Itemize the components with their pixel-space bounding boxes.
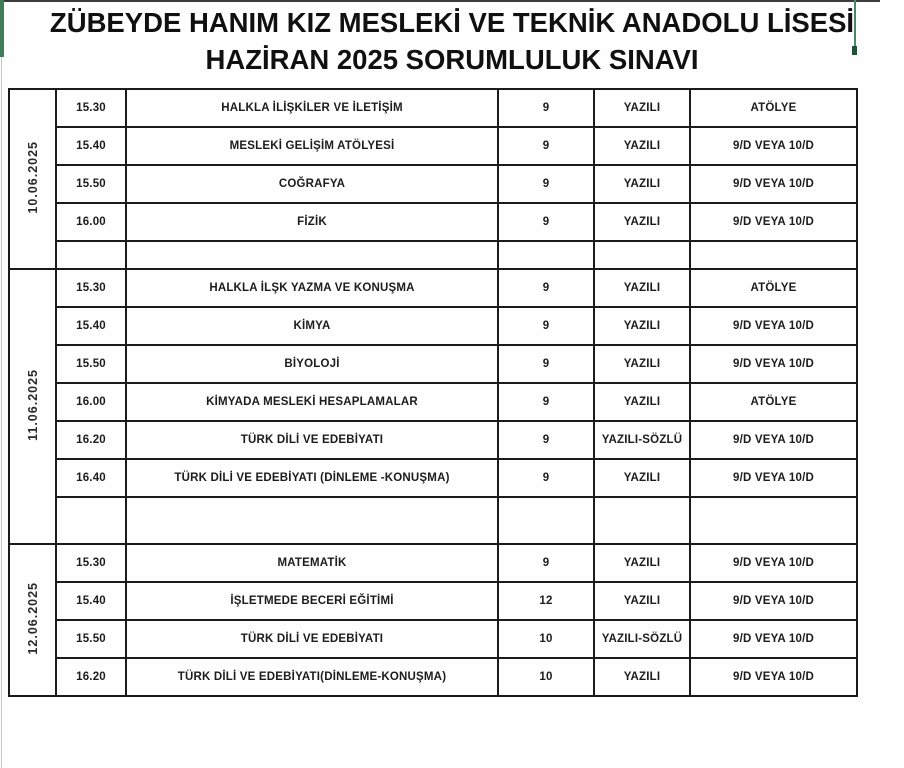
exam-row [9,658,857,696]
type-cell: YAZILI-SÖZLÜ [594,620,690,658]
exam-row [9,544,857,582]
time-cell: 15.30 [56,269,126,307]
type-cell: YAZILI [594,658,690,696]
time-cell: 15.50 [56,345,126,383]
subject-cell: FİZİK [126,203,498,241]
exam-row [9,345,857,383]
empty-row [9,241,857,269]
room-cell: 9/D VEYA 10/D [690,345,857,383]
date-cell [9,544,56,696]
time-cell: 15.30 [56,544,126,582]
room-cell: 9/D VEYA 10/D [690,620,857,658]
subject-cell: HALKLA İLŞK YAZMA VE KONUŞMA [126,269,498,307]
time-cell: 16.40 [56,459,126,497]
document-title [10,4,894,78]
exam-row [9,421,857,459]
time-cell: 16.00 [56,383,126,421]
room-cell [690,497,857,544]
type-cell: YAZILI [594,307,690,345]
room-cell: 9/D VEYA 10/D [690,127,857,165]
exam-row [9,620,857,658]
type-cell: YAZILI [594,459,690,497]
exam-row [9,165,857,203]
grade-cell [498,497,594,544]
subject-cell: COĞRAFYA [126,165,498,203]
type-cell [594,497,690,544]
exam-row [9,383,857,421]
time-cell: 15.40 [56,582,126,620]
room-cell: ATÖLYE [690,89,857,127]
left-edge-line [1,57,2,768]
exam-row [9,127,857,165]
time-cell: 16.00 [56,203,126,241]
time-cell: 15.50 [56,165,126,203]
room-cell: 9/D VEYA 10/D [690,658,857,696]
time-cell: 16.20 [56,658,126,696]
time-cell: 15.40 [56,127,126,165]
type-cell: YAZILI [594,582,690,620]
left-green-edge [0,0,4,57]
type-cell: YAZILI-SÖZLÜ [594,421,690,459]
grade-cell: 9 [498,203,594,241]
room-cell [690,241,857,269]
exam-row [9,307,857,345]
subject-cell [126,497,498,544]
subject-cell [126,241,498,269]
page-title-line2: HAZİRAN 2025 SORUMLULUK SINAVI [205,44,699,75]
type-cell: YAZILI [594,165,690,203]
top-edge-line [0,0,880,2]
subject-cell: MESLEKİ GELİŞİM ATÖLYESİ [126,127,498,165]
type-cell: YAZILI [594,383,690,421]
grade-cell: 9 [498,383,594,421]
date-cell [9,89,56,269]
grade-cell: 9 [498,89,594,127]
grade-cell: 12 [498,582,594,620]
exam-schedule [8,88,858,697]
exam-row [9,459,857,497]
exam-table-body [9,89,857,696]
room-cell: 9/D VEYA 10/D [690,544,857,582]
empty-row [9,497,857,544]
subject-cell: BİYOLOJİ [126,345,498,383]
subject-cell: İŞLETMEDE BECERİ EĞİTİMİ [126,582,498,620]
grade-cell: 9 [498,127,594,165]
exam-row [9,203,857,241]
subject-cell: HALKLA İLİŞKİLER VE İLETİŞİM [126,89,498,127]
type-cell: YAZILI [594,269,690,307]
grade-cell [498,241,594,269]
grade-cell: 9 [498,544,594,582]
exam-row [9,269,857,307]
grade-cell: 9 [498,269,594,307]
type-cell [594,241,690,269]
exam-row [9,89,857,127]
type-cell: YAZILI [594,89,690,127]
room-cell: ATÖLYE [690,383,857,421]
type-cell: YAZILI [594,127,690,165]
grade-cell: 9 [498,345,594,383]
exam-schedule-table [8,88,858,697]
room-cell: 9/D VEYA 10/D [690,307,857,345]
date-label: 12.06.2025 [25,582,40,655]
time-cell [56,497,126,544]
time-cell: 16.20 [56,421,126,459]
subject-cell: TÜRK DİLİ VE EDEBİYATI [126,620,498,658]
room-cell: 9/D VEYA 10/D [690,203,857,241]
subject-cell: MATEMATİK [126,544,498,582]
room-cell: 9/D VEYA 10/D [690,421,857,459]
grade-cell: 9 [498,421,594,459]
exam-row [9,582,857,620]
subject-cell: KİMYADA MESLEKİ HESAPLAMALAR [126,383,498,421]
subject-cell: KİMYA [126,307,498,345]
room-cell: 9/D VEYA 10/D [690,459,857,497]
grade-cell: 9 [498,459,594,497]
time-cell [56,241,126,269]
subject-cell: TÜRK DİLİ VE EDEBİYATI(DİNLEME-KONUŞMA) [126,658,498,696]
type-cell: YAZILI [594,345,690,383]
time-cell: 15.50 [56,620,126,658]
room-cell: 9/D VEYA 10/D [690,582,857,620]
subject-cell: TÜRK DİLİ VE EDEBİYATI [126,421,498,459]
page-title-line1: ZÜBEYDE HANIM KIZ MESLEKİ VE TEKNİK ANADOLU LİSESİ [49,7,855,38]
room-cell: 9/D VEYA 10/D [690,165,857,203]
date-cell [9,269,56,544]
type-cell: YAZILI [594,203,690,241]
room-cell: ATÖLYE [690,269,857,307]
grade-cell: 9 [498,165,594,203]
type-cell: YAZILI [594,544,690,582]
grade-cell: 10 [498,658,594,696]
subject-cell: TÜRK DİLİ VE EDEBİYATI (DİNLEME -KONUŞMA) [126,459,498,497]
time-cell: 15.30 [56,89,126,127]
time-cell: 15.40 [56,307,126,345]
grade-cell: 10 [498,620,594,658]
date-label: 10.06.2025 [25,141,40,214]
grade-cell: 9 [498,307,594,345]
date-label: 11.06.2025 [25,369,40,441]
